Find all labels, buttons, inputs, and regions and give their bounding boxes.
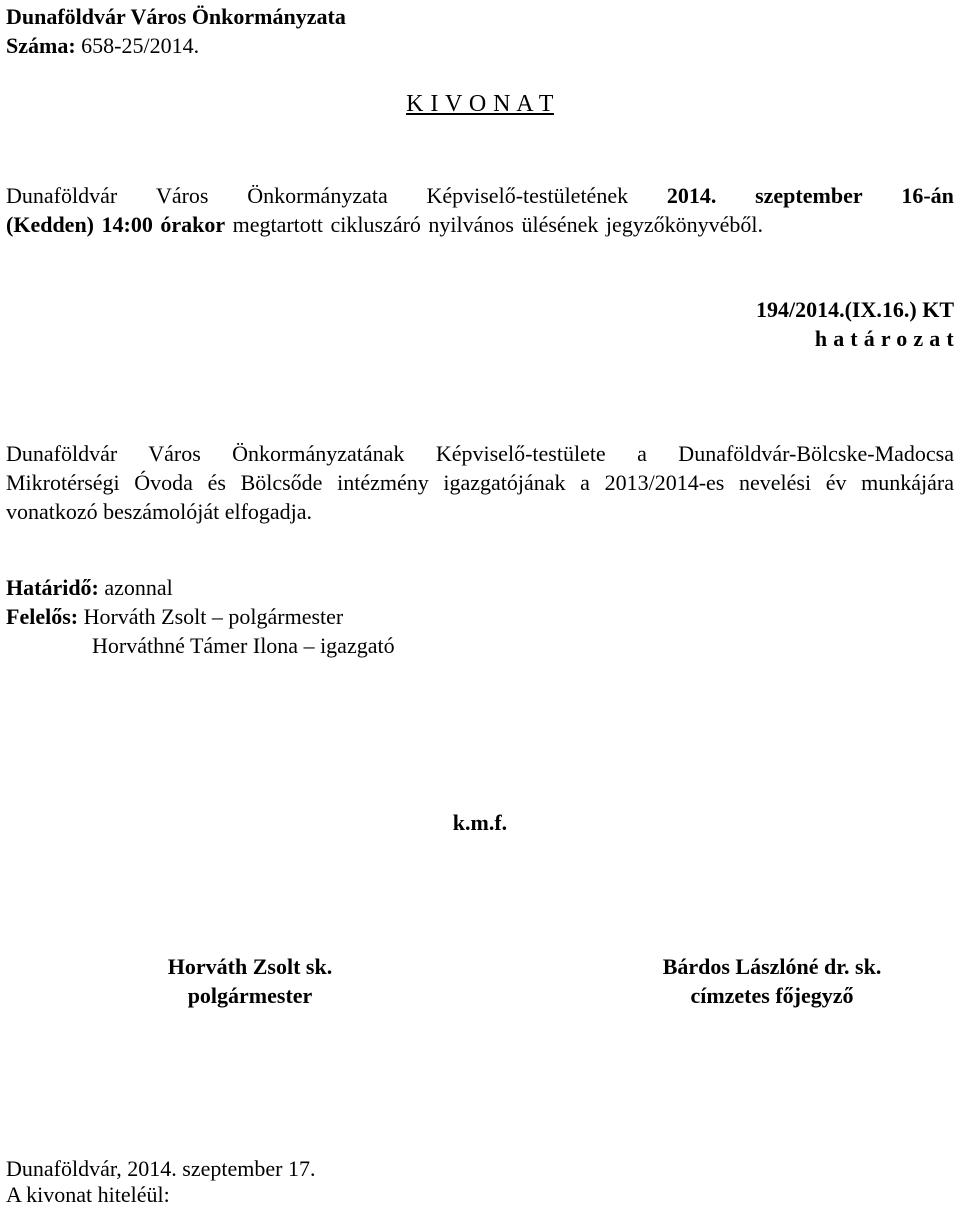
intro-word: Város [155,183,209,208]
intro-word: Dunaföldvár [6,183,118,208]
signature-role-notary: címzetes főjegyző [690,983,854,1008]
intro-word: 14:00 [101,212,153,237]
intro-word: szeptember [755,183,863,208]
signature-name-mayor: Horváth Zsolt sk. [167,954,333,979]
intro-text: megtartott cikluszáró nyilvános ülésének jegyzőkönyvéből. [232,212,763,237]
intro-word: Képviselő-testületének [426,183,629,208]
intro-line-1 [6,181,954,210]
place-date: Dunaföldvár, 2014. szeptember 17. [6,1156,316,1181]
document-number [6,31,199,60]
intro-word: (Kedden) [6,212,94,237]
document-title: K I V O N A T [406,91,554,117]
responsible [6,602,343,631]
org-name: Dunaföldvár Város Önkormányzata [6,4,346,29]
signature-role-mayor: polgármester [187,983,313,1008]
intro-word: 16-án [901,183,954,208]
deadline-label: Határidő: [6,575,99,600]
intro-word: 2014. [666,183,717,208]
certification-label: A kivonat hiteléül: [6,1182,170,1207]
resolution-number [756,295,954,324]
responsible-value-2: Horváthné Támer Ilona – igazgató [92,633,395,658]
body-line-3: vonatkozó beszámolóját elfogadja. [6,499,313,524]
deadline [6,573,173,602]
number-value: 658-25/2014. [81,33,200,58]
intro-word: órakor [160,212,226,237]
deadline-value: azonnal [104,575,173,600]
resolution-heading: h a t á r o z a t [814,326,954,351]
body-line-2: Mikrotérségi Óvoda és Bölcsőde intézmény igazgatójának a 2013/2014-es nevelési év munkájára [6,470,954,495]
intro-word: Önkormányzata [247,183,388,208]
responsible-label: Felelős: [6,604,79,629]
signature-name-notary: Bárdos Lászlóné dr. sk. [662,954,882,979]
resolution-suffix: KT [922,297,954,322]
body-line-1: Dunaföldvár Város Önkormányzatának Képviselő-testülete a Dunaföldvár-Bölcske-Madocsa [6,441,954,466]
responsible-value-1: Horváth Zsolt – polgármester [83,604,344,629]
intro-line-2 [6,210,763,239]
kmf-mark: k.m.f. [452,810,508,835]
resolution-id: 194/2014.(IX.16.) [755,297,917,322]
number-label: Száma: [6,33,76,58]
